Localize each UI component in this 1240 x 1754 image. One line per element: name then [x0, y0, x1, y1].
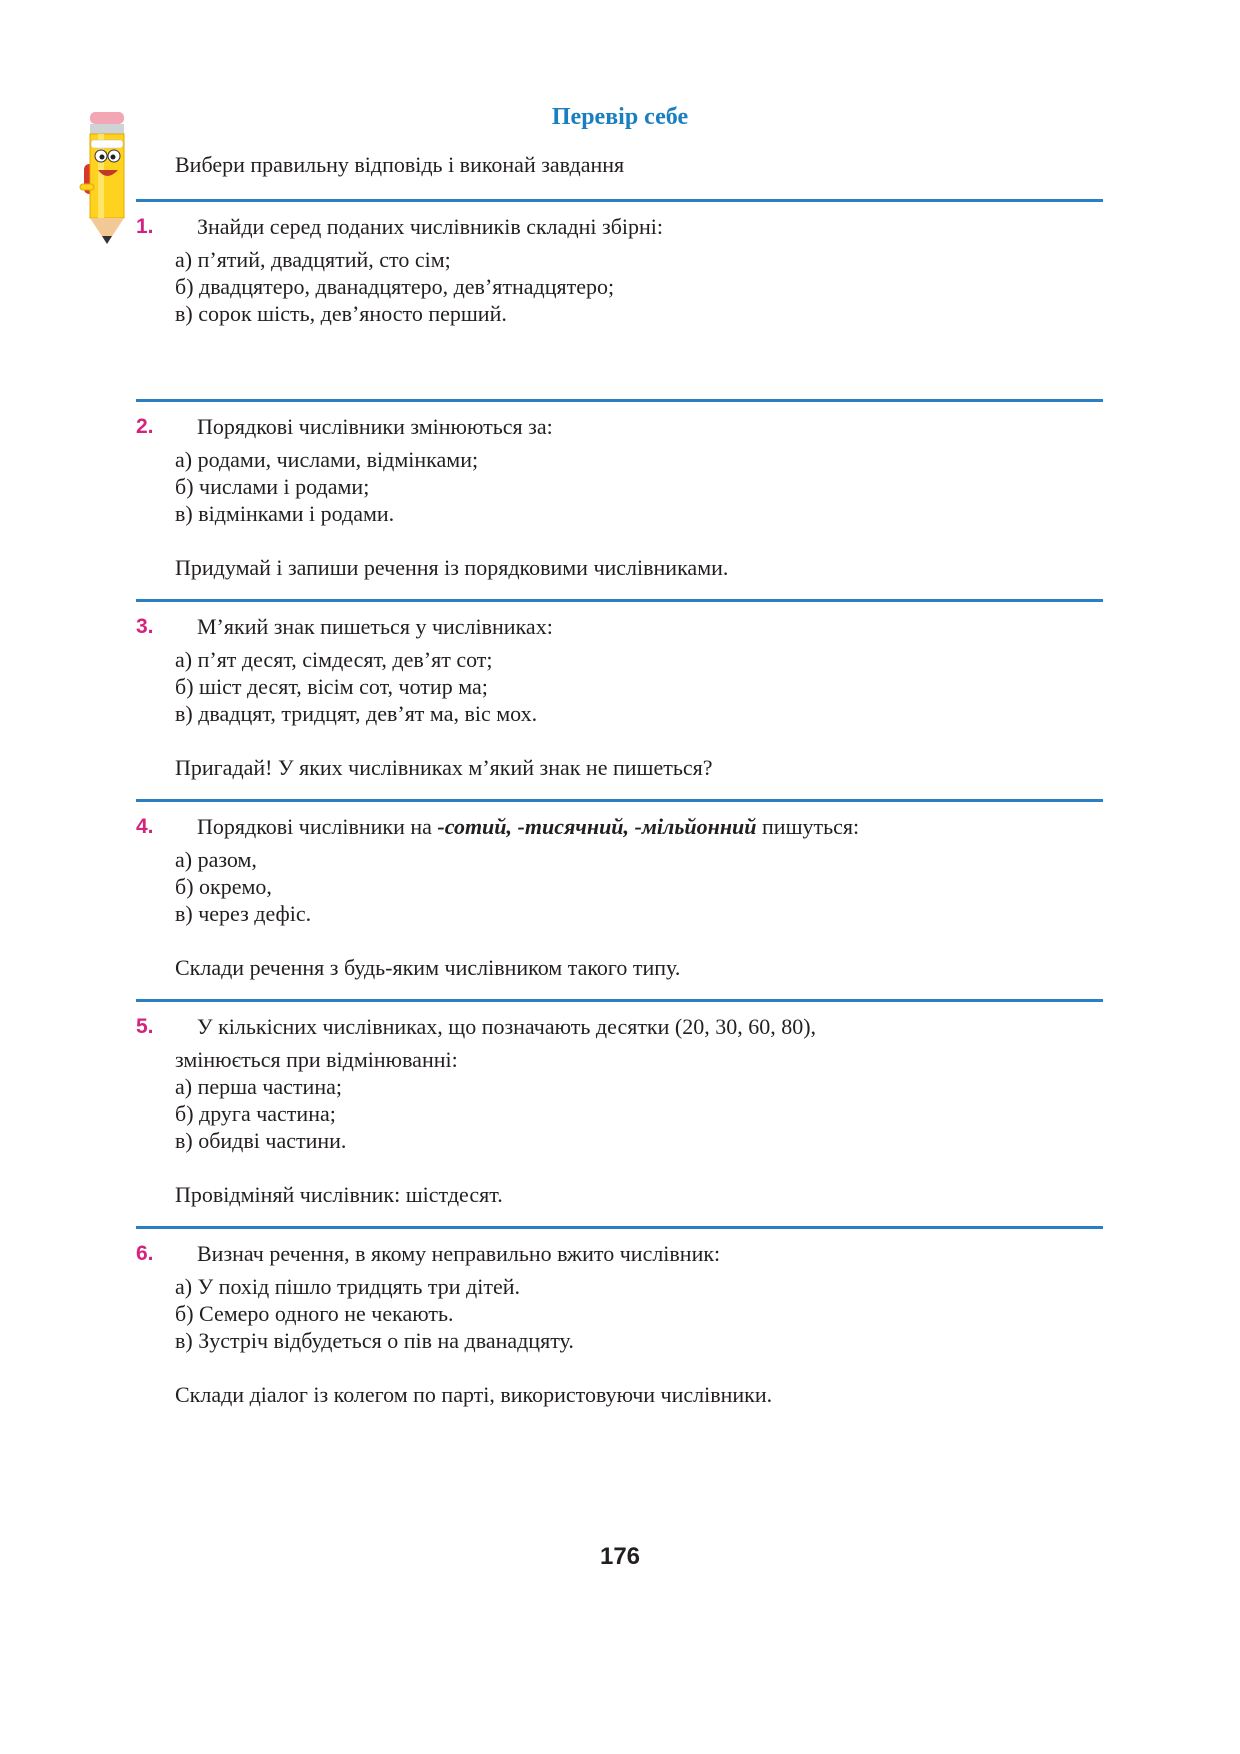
answer-option: а) перша частина; [175, 1074, 342, 1099]
task-question: Знайди серед поданих числівників складні збірні: [197, 214, 663, 239]
answer-option: а) У похід пішло тридцять три дітей. [175, 1274, 521, 1299]
answer-option: б) двадцятеро, дванадцятеро, дев’ятнадцятеро; [175, 274, 615, 299]
divider [136, 799, 1103, 802]
answer-option: в) двадцят, тридцят, дев’ят ма, віс мох. [175, 701, 538, 726]
task-6 [136, 1240, 1103, 1408]
answer-option: б) окремо, [175, 874, 272, 899]
answer-option: б) друга частина; [175, 1101, 336, 1126]
task-1 [136, 213, 1103, 327]
task-question [136, 813, 1103, 840]
task-question: У кількісних числівниках, що позначають десятки (20, 30, 60, 80), [197, 1014, 817, 1039]
divider [136, 1226, 1103, 1229]
divider [136, 999, 1103, 1002]
extra-task: Склади діалог із колегом по парті, використовуючи числівники. [175, 1382, 773, 1407]
task-number: 2. [136, 415, 154, 438]
task-number: 3. [136, 615, 154, 638]
task-5 [136, 1013, 1103, 1208]
answer-option: в) через дефіс. [175, 901, 312, 926]
extra-task: Склади речення з будь-яким числівником такого типу. [175, 955, 681, 980]
answer-option: в) Зустріч відбудеться о пів на дванадцяту. [175, 1328, 574, 1353]
answer-option: в) відмінками і родами. [175, 501, 395, 526]
instructions: Вибери правильну відповідь і виконай завдання [175, 152, 625, 177]
answer-option: б) Семеро одного не чекають. [175, 1301, 454, 1326]
task-2 [136, 413, 1103, 581]
extra-task: Придумай і запиши речення із порядковими числівниками. [175, 555, 729, 580]
answer-option: а) п’ят десят, сімдесят, дев’ят сот; [175, 647, 493, 672]
answer-option: а) родами, числами, відмінками; [175, 447, 479, 472]
page-title: Перевір себе [551, 104, 689, 130]
answer-option: в) сорок шість, дев’яносто перший. [175, 301, 507, 326]
divider [136, 599, 1103, 602]
task-3 [136, 613, 1103, 781]
question-text: Порядкові числівники на [197, 814, 438, 839]
divider [136, 399, 1103, 402]
answer-option: а) разом, [175, 847, 257, 872]
task-question: М’який знак пишеться у числівниках: [197, 614, 553, 639]
divider [136, 199, 1103, 202]
answer-option: б) числами і родами; [175, 474, 370, 499]
task-number: 1. [136, 215, 154, 238]
task-number: 4. [136, 815, 154, 838]
task-number: 5. [136, 1015, 154, 1038]
task-question-cont: змінюється при відмінюванні: [175, 1047, 458, 1072]
answer-option: в) обидві частини. [175, 1128, 347, 1153]
task-number: 6. [136, 1242, 154, 1265]
question-term: -сотий, -тисячний, -мільйонний [437, 814, 757, 839]
answer-option: б) шіст десят, вісім сот, чотир ма; [175, 674, 488, 699]
task-question: Визнач речення, в якому неправильно вжито числівник: [197, 1241, 721, 1266]
page-number: 176 [599, 1543, 641, 1570]
extra-task: Пригадай! У яких числівниках м’який знак не пишеться? [175, 755, 713, 780]
extra-task: Провідміняй числівник: шістдесят. [175, 1182, 503, 1207]
pencil-mascot-icon [76, 110, 140, 250]
task-question: Порядкові числівники змінюються за: [197, 414, 553, 439]
answer-option: а) п’ятий, двадцятий, сто сім; [175, 247, 451, 272]
question-text: пишуться: [756, 814, 860, 839]
task-4 [136, 813, 1103, 981]
